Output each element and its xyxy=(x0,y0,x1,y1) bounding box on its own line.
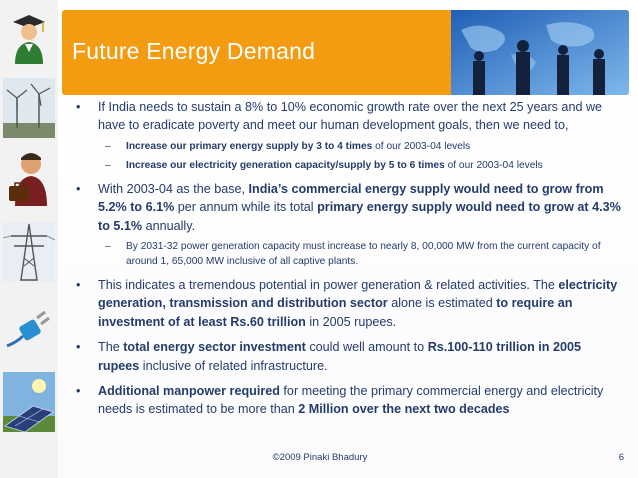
page-number: 6 xyxy=(618,452,624,463)
bullet-item: • The total energy sector investment could well amount to Rs.100-110 trillion in 2005 rupees inclusive of related infrastructure. xyxy=(76,340,581,373)
bullet-item: • This indicates a tremendous potential in power generation & related activities. The electricity generation, transmission and distribution sector alone is estimated to require an investment of at least Rs.60 trillion in 2005 rupees. xyxy=(76,278,618,329)
sidebar xyxy=(0,0,58,478)
bullet-item: • If India needs to sustain a 8% to 10% economic growth rate over the next 25 years and we have to eradicate poverty and meet our human development goals, then we need to, xyxy=(76,100,603,133)
title-banner xyxy=(62,10,629,95)
bullet-marker: • xyxy=(76,181,81,196)
graduate-icon xyxy=(3,6,55,66)
businessman-icon xyxy=(3,146,55,206)
power-tower-icon xyxy=(3,222,55,282)
bullet-marker: • xyxy=(76,278,81,293)
business-people-world-map-image xyxy=(451,10,629,95)
solar-panel-icon xyxy=(3,372,55,432)
bullet-item: • Additional manpower required for meeting the primary commercial energy and electricity needs is estimated to be more than 2 Million over the next two decades xyxy=(76,384,604,417)
plug-icon xyxy=(3,302,55,362)
bullet-item: • With 2003-04 as the base, India’s commercial energy supply would need to grow from 5.2% to 6.1% per annum while its total primary energy supply would need to grow at 4.3% to 5.1% annually. xyxy=(76,181,621,233)
sub-bullet-item: – Increase our electricity generation capacity/supply by 5 to 6 times of our 2003-04 levels xyxy=(105,159,543,171)
bullet-marker: • xyxy=(76,384,81,399)
wind-turbine-icon xyxy=(3,78,55,138)
sub-bullet-item: – Increase our primary energy supply by 3 to 4 times of our 2003-04 levels xyxy=(105,140,471,152)
slide-content xyxy=(70,98,625,419)
dash-marker: – xyxy=(105,241,111,253)
dash-marker: – xyxy=(105,140,111,152)
sub-bullet-item: – By 2031-32 power generation capacity must increase to nearly 8, 00,000 MW from the current capacity of around 1, 65,000 MW inclusive of all captive plants. xyxy=(105,241,601,268)
dash-marker: – xyxy=(105,159,111,171)
slide-title: Future Energy Demand xyxy=(72,38,316,64)
footer-copyright: ©2009 Pinaki Bhadury xyxy=(272,452,368,463)
bullet-marker: • xyxy=(76,340,81,355)
bullet-marker: • xyxy=(76,100,81,114)
